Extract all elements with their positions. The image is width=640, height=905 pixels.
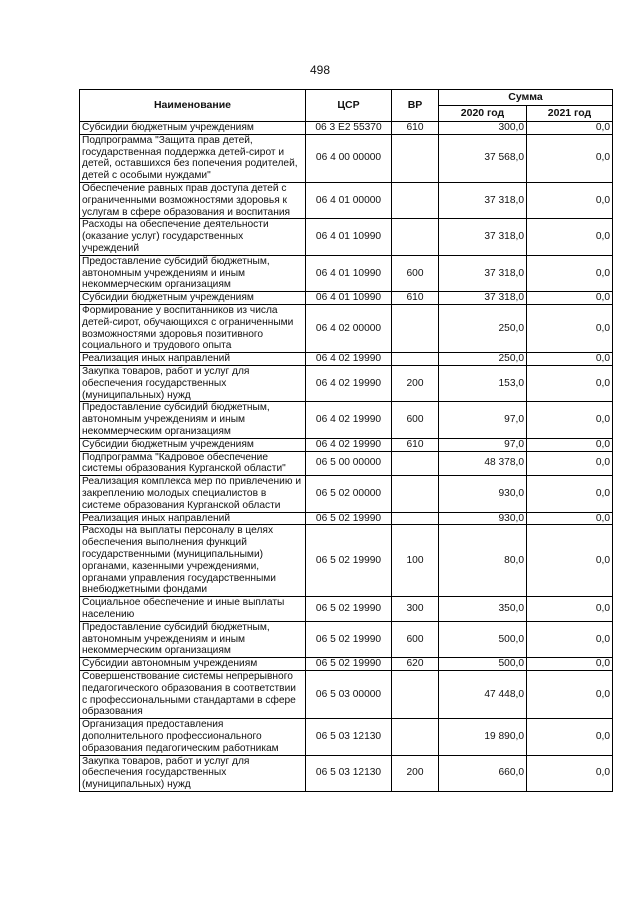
row-sum-2020: 37 318,0	[439, 182, 527, 218]
row-sum-2020: 48 378,0	[439, 451, 527, 476]
row-sum-2021: 0,0	[527, 476, 613, 512]
row-sum-2021: 0,0	[527, 658, 613, 671]
row-sum-2021: 0,0	[527, 219, 613, 255]
table-row	[80, 476, 613, 512]
row-sum-2020: 930,0	[439, 476, 527, 512]
row-sum-2020: 19 890,0	[439, 719, 527, 755]
table-row	[80, 134, 613, 182]
table-header	[80, 90, 613, 122]
row-sum-2020: 37 568,0	[439, 134, 527, 182]
row-vr: 600	[392, 621, 439, 657]
table-row	[80, 402, 613, 438]
row-vr	[392, 476, 439, 512]
row-name: Реализация комплекса мер по привлечению и закреплению молодых специалистов в системе образования Курганской области	[80, 476, 306, 512]
row-sum-2020: 97,0	[439, 438, 527, 451]
page-number: 498	[309, 63, 331, 77]
row-name: Реализация иных направлений	[80, 512, 306, 525]
row-vr: 200	[392, 755, 439, 791]
row-vr: 600	[392, 255, 439, 291]
row-sum-2020: 660,0	[439, 755, 527, 791]
header-csr: ЦСР	[306, 90, 392, 122]
row-sum-2020: 930,0	[439, 512, 527, 525]
row-sum-2021: 0,0	[527, 621, 613, 657]
budget-table	[79, 89, 613, 792]
table-row	[80, 353, 613, 366]
row-sum-2020: 250,0	[439, 353, 527, 366]
row-sum-2021: 0,0	[527, 597, 613, 622]
table-row	[80, 219, 613, 255]
row-csr: 06 5 02 19990	[306, 597, 392, 622]
row-csr: 06 4 01 10990	[306, 219, 392, 255]
row-vr: 610	[392, 292, 439, 305]
row-name: Подпрограмма "Защита прав детей, государственная поддержка детей-сирот и детей, оставшихся без попечения родителей, детей с особыми нуждами"	[80, 134, 306, 182]
row-sum-2021: 0,0	[527, 402, 613, 438]
row-csr: 06 3 E2 55370	[306, 122, 392, 135]
row-sum-2020: 500,0	[439, 658, 527, 671]
row-sum-2021: 0,0	[527, 353, 613, 366]
row-vr	[392, 182, 439, 218]
header-name: Наименование	[80, 90, 306, 122]
row-vr: 620	[392, 658, 439, 671]
row-name: Субсидии бюджетным учреждениям	[80, 438, 306, 451]
row-name: Предоставление субсидий бюджетным, автономным учреждениям и иным некоммерческим организациям	[80, 402, 306, 438]
row-name: Субсидии автономным учреждениям	[80, 658, 306, 671]
row-sum-2020: 350,0	[439, 597, 527, 622]
row-vr	[392, 134, 439, 182]
row-csr: 06 4 02 19990	[306, 402, 392, 438]
row-sum-2020: 37 318,0	[439, 255, 527, 291]
row-csr: 06 4 01 00000	[306, 182, 392, 218]
row-name: Обеспечение равных прав доступа детей с ограниченными возможностями здоровья к услугам в сфере образования и воспитания	[80, 182, 306, 218]
row-name: Совершенствование системы непрерывного педагогического образования в соответствии с профессиональными стандартами в сфере образования	[80, 671, 306, 719]
row-sum-2021: 0,0	[527, 365, 613, 401]
row-sum-2021: 0,0	[527, 755, 613, 791]
row-csr: 06 4 02 19990	[306, 353, 392, 366]
row-vr: 610	[392, 122, 439, 135]
row-vr	[392, 451, 439, 476]
table-row	[80, 365, 613, 401]
row-csr: 06 5 02 19990	[306, 525, 392, 597]
row-vr	[392, 353, 439, 366]
row-vr	[392, 671, 439, 719]
table-row	[80, 512, 613, 525]
row-sum-2021: 0,0	[527, 438, 613, 451]
row-sum-2021: 0,0	[527, 255, 613, 291]
row-sum-2020: 47 448,0	[439, 671, 527, 719]
row-csr: 06 5 02 19990	[306, 512, 392, 525]
row-vr	[392, 719, 439, 755]
table-row	[80, 658, 613, 671]
table-row	[80, 304, 613, 352]
row-csr: 06 4 02 00000	[306, 304, 392, 352]
row-vr: 600	[392, 402, 439, 438]
header-vr: ВР	[392, 90, 439, 122]
row-name: Предоставление субсидий бюджетным, автономным учреждениям и иным некоммерческим организациям	[80, 255, 306, 291]
row-sum-2021: 0,0	[527, 719, 613, 755]
table-row	[80, 719, 613, 755]
row-sum-2021: 0,0	[527, 304, 613, 352]
row-vr	[392, 219, 439, 255]
table-row	[80, 438, 613, 451]
row-vr	[392, 512, 439, 525]
table-body	[80, 122, 613, 792]
row-name: Расходы на обеспечение деятельности (оказание услуг) государственных учреждений	[80, 219, 306, 255]
row-name: Закупка товаров, работ и услуг для обеспечения государственных (муниципальных) нужд	[80, 365, 306, 401]
row-sum-2020: 250,0	[439, 304, 527, 352]
row-csr: 06 4 02 19990	[306, 365, 392, 401]
table-row	[80, 255, 613, 291]
row-sum-2021: 0,0	[527, 122, 613, 135]
table-row	[80, 621, 613, 657]
row-name: Субсидии бюджетным учреждениям	[80, 292, 306, 305]
row-sum-2020: 500,0	[439, 621, 527, 657]
row-sum-2020: 37 318,0	[439, 292, 527, 305]
row-csr: 06 5 03 00000	[306, 671, 392, 719]
row-name: Социальное обеспечение и иные выплаты населению	[80, 597, 306, 622]
row-sum-2020: 153,0	[439, 365, 527, 401]
header-sum: Сумма	[439, 90, 613, 106]
row-sum-2020: 80,0	[439, 525, 527, 597]
row-csr: 06 5 03 12130	[306, 719, 392, 755]
row-sum-2020: 37 318,0	[439, 219, 527, 255]
row-csr: 06 5 03 12130	[306, 755, 392, 791]
table-row	[80, 451, 613, 476]
row-name: Закупка товаров, работ и услуг для обеспечения государственных (муниципальных) нужд	[80, 755, 306, 791]
row-csr: 06 5 02 19990	[306, 621, 392, 657]
row-name: Формирование у воспитанников из числа детей-сирот, обучающихся с ограниченными возможностями здоровья позитивного социального и трудового опыта	[80, 304, 306, 352]
row-vr: 300	[392, 597, 439, 622]
row-name: Предоставление субсидий бюджетным, автономным учреждениям и иным некоммерческим организациям	[80, 621, 306, 657]
row-csr: 06 4 00 00000	[306, 134, 392, 182]
table-row	[80, 755, 613, 791]
row-vr: 100	[392, 525, 439, 597]
row-csr: 06 5 02 19990	[306, 658, 392, 671]
row-name: Реализация иных направлений	[80, 353, 306, 366]
table-row	[80, 597, 613, 622]
header-year-2021: 2021 год	[527, 106, 613, 122]
row-vr: 200	[392, 365, 439, 401]
row-sum-2021: 0,0	[527, 134, 613, 182]
row-csr: 06 5 02 00000	[306, 476, 392, 512]
table-row	[80, 525, 613, 597]
row-name: Подпрограмма "Кадровое обеспечение системы образования Курганской области"	[80, 451, 306, 476]
row-name: Субсидии бюджетным учреждениям	[80, 122, 306, 135]
row-csr: 06 4 01 10990	[306, 292, 392, 305]
row-sum-2020: 97,0	[439, 402, 527, 438]
table-row	[80, 122, 613, 135]
row-csr: 06 5 00 00000	[306, 451, 392, 476]
row-sum-2021: 0,0	[527, 525, 613, 597]
table-row	[80, 671, 613, 719]
header-year-2020: 2020 год	[439, 106, 527, 122]
row-csr: 06 4 02 19990	[306, 438, 392, 451]
row-sum-2020: 300,0	[439, 122, 527, 135]
row-vr	[392, 304, 439, 352]
row-name: Организация предоставления дополнительного профессионального образования педагогическим работникам	[80, 719, 306, 755]
row-sum-2021: 0,0	[527, 182, 613, 218]
row-sum-2021: 0,0	[527, 292, 613, 305]
row-sum-2021: 0,0	[527, 512, 613, 525]
row-sum-2021: 0,0	[527, 671, 613, 719]
table-row	[80, 182, 613, 218]
row-sum-2021: 0,0	[527, 451, 613, 476]
row-name: Расходы на выплаты персоналу в целях обеспечения выполнения функций государственными (муниципальными) органами, казенными учреждениями, органами управления государственными внебюджетными фондами	[80, 525, 306, 597]
table-row	[80, 292, 613, 305]
row-vr: 610	[392, 438, 439, 451]
row-csr: 06 4 01 10990	[306, 255, 392, 291]
